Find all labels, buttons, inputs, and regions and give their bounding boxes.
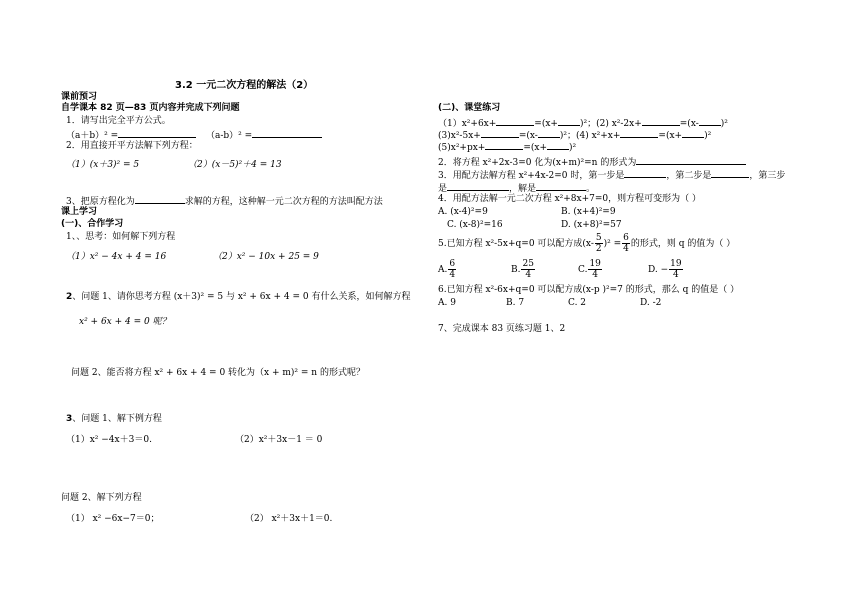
coop-heading: (一)、合作学习 xyxy=(61,219,124,229)
think-eq-1: （1）x² − 4x + 4 = 16 xyxy=(66,252,167,262)
practice-4-option-c: C. (x-8)²=16 xyxy=(447,220,503,230)
fraction xyxy=(448,259,456,280)
exercise-4-text: )² xyxy=(704,131,712,141)
fraction-numerator: 6 xyxy=(623,233,629,243)
fraction-numerator: 5 xyxy=(595,233,602,243)
fraction-denominator: 4 xyxy=(525,270,532,280)
practice-3-text: 是 xyxy=(438,184,448,194)
practice-3-line-2 xyxy=(438,181,595,195)
blank[interactable] xyxy=(642,116,680,126)
blank[interactable] xyxy=(558,116,580,126)
think-eq-2: （2）x² − 10x + 25 = 9 xyxy=(213,252,319,262)
exercise-1-text: =(x+ xyxy=(534,119,558,129)
practice-heading: (二)、课堂练习 xyxy=(438,103,501,113)
formula-diff-square xyxy=(206,128,322,142)
problem-3-text: 、问题 1、解下例方程 xyxy=(72,414,162,424)
problem-2-question-2: 问题 2、能否将方程 x² + 6x + 4 = 0 转化为（x + m)² = n 的形式呢？ xyxy=(71,368,365,378)
fraction xyxy=(588,259,601,280)
fraction-denominator: 4 xyxy=(623,244,629,254)
practice-5-option-a xyxy=(438,259,457,281)
exercise-4-text: )²；(4) x²+x+ xyxy=(559,131,621,141)
exercise-3-text: =(x- xyxy=(518,131,538,141)
practice-5-option-b xyxy=(511,259,536,281)
fraction-numerator: 6 xyxy=(449,259,456,269)
practice-5 xyxy=(438,233,735,255)
option-label: C. xyxy=(578,265,588,275)
practice-4: 4．用配方法解一元二次方程 x²+8x+7=0，则方程可变形为（ ） xyxy=(438,194,702,204)
practice-2 xyxy=(438,155,746,169)
fraction xyxy=(595,233,603,254)
fraction-denominator: 4 xyxy=(449,270,456,280)
practice-4-option-d: D. (x+8)²=57 xyxy=(561,220,622,230)
question-1: 1．请写出完全平方公式。 xyxy=(66,116,171,126)
practice-5-text: 的形式，则 q 的值为（ ） xyxy=(630,239,736,249)
formula-sum-label: （a＋b）² = xyxy=(66,131,119,141)
question-2-eq-1: （1）(x＋3)² = 5 xyxy=(66,160,140,170)
practice-3-text: ，第三步 xyxy=(749,171,786,181)
blank[interactable] xyxy=(485,140,523,150)
practice-5-option-c xyxy=(578,259,603,281)
exercise-4-text: =(x+ xyxy=(658,131,683,141)
practice-6: 6.已知方程 x²-6x+q=0 可以配方成(x-p )²=7 的形式，那么 q 的值是（ ） xyxy=(438,285,740,295)
class-heading: 课上学习 xyxy=(61,207,98,217)
practice-6-option-b: B. 7 xyxy=(506,298,525,308)
practice-4-option-a: A. (x-4)²=9 xyxy=(438,207,488,217)
problem-4-heading: 问题 2、解下列方程 xyxy=(61,493,142,503)
exercise-2-text: )² xyxy=(720,119,728,129)
option-label: B. xyxy=(511,265,521,275)
question-3-prefix: 3、把原方程化为 xyxy=(66,197,135,207)
problem-3-number: 3 xyxy=(66,414,73,424)
practice-3-text: 。 xyxy=(586,184,596,194)
question-3-blank[interactable] xyxy=(135,194,185,204)
practice-3-text: ，解是 xyxy=(509,184,537,194)
practice-3-text: ，第二步是 xyxy=(666,171,712,181)
problem-2-line-2: x² + 6x + 4 = 0 呢？ xyxy=(79,317,171,327)
practice-2-text: 2．将方程 x²+2x-3=0 化为(x+m)²=n 的形式为 xyxy=(438,158,637,168)
question-2: 2．用直接开平方法解下列方程： xyxy=(66,141,198,151)
exercise-1-text: （1）x²+6x+ xyxy=(438,119,497,129)
formula-sum-blank[interactable] xyxy=(118,128,196,138)
fraction-denominator: 2 xyxy=(595,244,602,254)
blank[interactable] xyxy=(496,116,534,126)
blank[interactable] xyxy=(538,128,560,138)
fraction-numerator: 19 xyxy=(670,259,682,269)
practice-3-text: 3．用配方法解方程 x²+4x-2=0 时，第一步是 xyxy=(438,171,625,181)
blank[interactable] xyxy=(699,116,721,126)
practice-6-option-a: A. 9 xyxy=(438,298,456,308)
option-label: D. − xyxy=(648,265,669,275)
fraction-numerator: 19 xyxy=(589,259,601,269)
fraction-denominator: 4 xyxy=(673,270,679,280)
practice-5-option-d xyxy=(648,259,684,281)
practice-3-line-1 xyxy=(438,168,785,182)
blank[interactable] xyxy=(620,128,658,138)
preview-heading: 课前预习 xyxy=(61,92,98,102)
exercise-5 xyxy=(438,140,576,154)
blank[interactable] xyxy=(481,128,519,138)
blank[interactable] xyxy=(624,168,666,178)
blank[interactable] xyxy=(682,128,704,138)
blank[interactable] xyxy=(636,155,746,165)
fraction-denominator: 4 xyxy=(592,270,599,280)
blank[interactable] xyxy=(711,168,749,178)
blank[interactable] xyxy=(447,181,509,191)
problem-3-eq-2: （2）x²＋3x－1 ＝ 0 xyxy=(235,435,323,445)
exercise-5-text: (5)x²+px+ xyxy=(438,143,486,153)
problem-3-heading xyxy=(66,414,162,425)
problem-2-text: 、问题 1、请你思考方程 (x＋3)² = 5 与 x² + 6x + 4 = 0 有什么关系，如何解方程 xyxy=(72,292,411,302)
formula-sum-square xyxy=(66,128,196,142)
think-prompt: 1、、思考：如何解下列方程 xyxy=(66,232,176,242)
option-label: A. xyxy=(438,265,448,275)
practice-5-text: 5.已知方程 x²-5x+q=0 可以配方成(x- xyxy=(438,239,594,249)
practice-7: 7、完成课本 83 页练习题 1、2 xyxy=(438,324,566,334)
problem-3-eq-1: （1）x² −4x＋3＝0. xyxy=(66,435,152,445)
practice-6-option-c: C. 2 xyxy=(568,298,587,308)
question-2-eq-2: （2）(x－5)²＋4 = 13 xyxy=(188,160,282,170)
exercise-2-text: =(x- xyxy=(679,119,699,129)
self-study-instruction: 自学课本 82 页—83 页内容并完成下列问题 xyxy=(61,103,240,113)
practice-5-text: )² = xyxy=(603,239,622,249)
formula-diff-blank[interactable] xyxy=(252,128,322,138)
fraction-numerator: 25 xyxy=(522,259,534,269)
problem-2-line-1 xyxy=(66,292,410,303)
blank[interactable] xyxy=(536,181,586,191)
formula-diff-label: （a-b）² = xyxy=(206,131,253,141)
page-title: 3.2 一元二次方程的解法（2） xyxy=(175,80,314,91)
problem-4-eq-2: （2） x²＋3x＋1＝0. xyxy=(245,514,333,524)
fraction xyxy=(622,233,630,254)
problem-2-number: 2 xyxy=(66,292,73,302)
question-3 xyxy=(66,194,383,208)
question-3-suffix: 求解的方程，这种解一元二次方程的方法叫配方法 xyxy=(184,197,383,207)
problem-4-eq-1: （1） x² −6x−7＝0； xyxy=(66,514,160,524)
exercise-3-text: (3)x²-5x+ xyxy=(438,131,481,141)
practice-6-option-d: D. -2 xyxy=(640,298,662,308)
blank[interactable] xyxy=(547,140,569,150)
exercise-5-text: )² xyxy=(569,143,577,153)
exercise-5-text: =(x+ xyxy=(523,143,548,153)
fraction xyxy=(521,259,534,280)
fraction xyxy=(669,259,682,280)
exercise-2-text: )²；(2) x²-2x+ xyxy=(579,119,642,129)
practice-4-option-b: B. (x+4)²=9 xyxy=(561,207,616,217)
